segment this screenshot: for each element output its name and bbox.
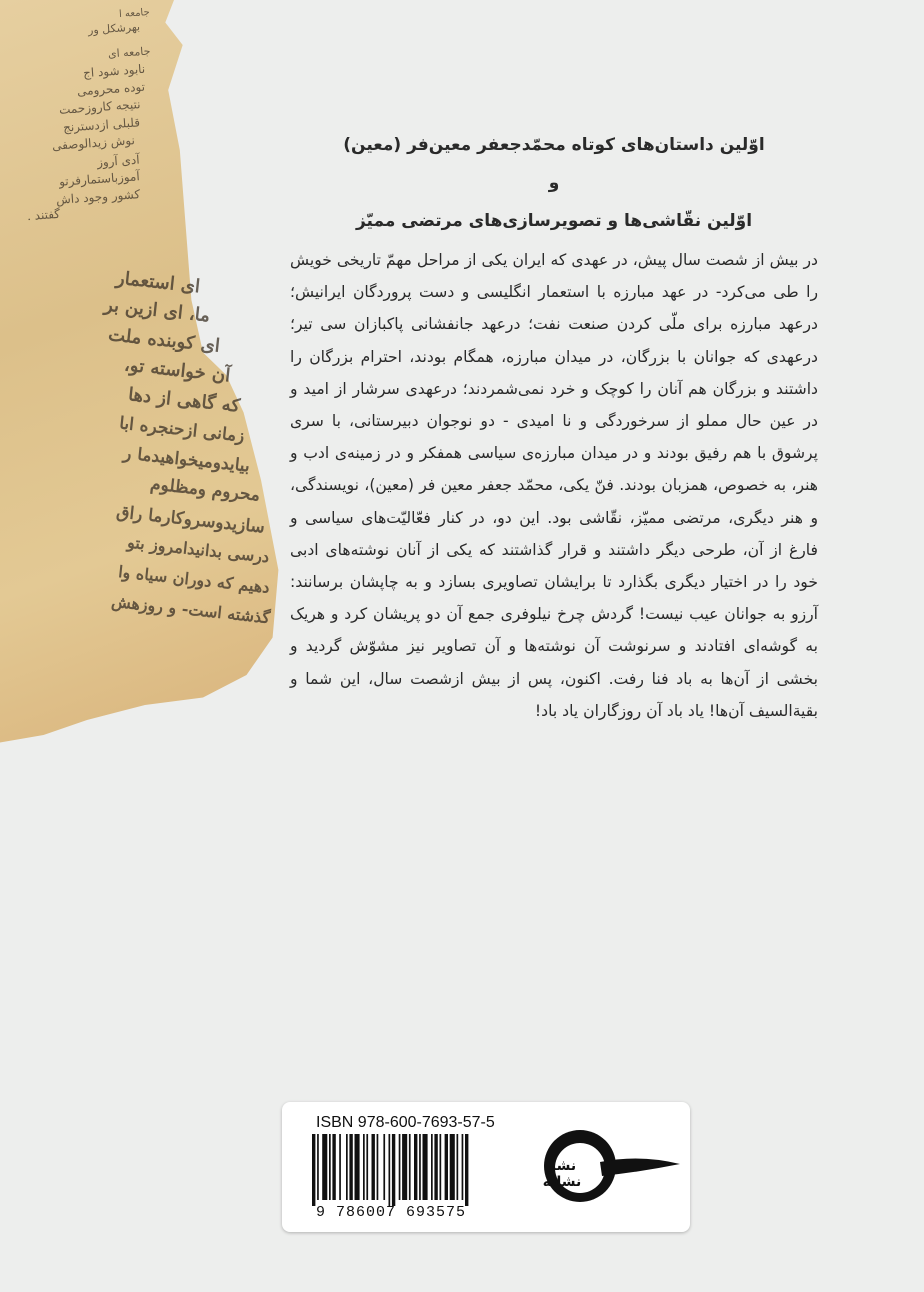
clipping-line: آن خواسته تو، — [122, 354, 231, 387]
clipping-line: نتیجه کاروزحمت — [58, 97, 141, 117]
clipping-line: دهیم که دوران سیاه وا — [117, 562, 271, 597]
clipping-line: ما، ای ازین بر — [103, 294, 211, 327]
back-cover-text — [290, 130, 818, 743]
title-conjunction: و — [548, 173, 560, 193]
barcode-bar — [377, 1134, 379, 1200]
clipping-line: کشور وجود داش — [55, 187, 141, 207]
barcode-bar — [431, 1134, 433, 1200]
barcode-bar — [419, 1134, 421, 1200]
clipping-line: قلبلی ازدسترنج — [62, 115, 141, 135]
clipping-line: آدی آروز — [96, 152, 141, 170]
publisher-line-1: نشر — [547, 1158, 577, 1174]
barcode-bar — [445, 1134, 448, 1200]
barcode-image — [308, 1134, 528, 1206]
clipping-line: گذشته است- و روزهش — [109, 591, 271, 628]
clipping-line: جامعه ای — [107, 44, 151, 61]
barcode-bar — [339, 1134, 341, 1200]
clipping-line: محروم ومظلوم — [148, 474, 261, 506]
barcode-panel — [282, 1102, 690, 1232]
barcode-bar — [329, 1134, 331, 1200]
barcode-bar — [423, 1134, 428, 1200]
barcode-bar — [450, 1134, 455, 1200]
barcode-bar — [399, 1134, 401, 1200]
old-newspaper-clipping — [0, 0, 290, 750]
clipping-line: نوش زیدالوصفی — [51, 133, 136, 153]
barcode-bar — [414, 1134, 417, 1200]
barcode-bar — [317, 1134, 319, 1200]
clipping-line: که گاهی از دها — [126, 384, 241, 417]
clipping-line: بهرشکل ور — [87, 20, 141, 37]
clipping-line: بیایدومیخواهیدما ر — [122, 443, 251, 477]
isbn-label: ISBN 978-600-7693-57-5 — [316, 1114, 495, 1131]
clipping-line: نابود شود اج — [82, 61, 146, 81]
barcode-bar — [402, 1134, 407, 1200]
clipping-line: توده محرومی — [76, 79, 146, 99]
barcode-bar — [392, 1134, 395, 1206]
barcode-bar — [440, 1134, 442, 1200]
barcode-bar — [434, 1134, 437, 1200]
publisher-name — [540, 1158, 584, 1190]
clipping-line: ای استعمار — [114, 267, 201, 298]
title-first: اوّلین داستان‌های کوتاه محمّدجعفر معین‌فر (معین) — [343, 135, 765, 155]
barcode-bar — [457, 1134, 459, 1200]
barcode-bar — [355, 1134, 360, 1200]
title-second: اوّلین نقّاشی‌ها و تصویرسازی‌های مرتضی ممیّز — [355, 211, 753, 231]
barcode-bar — [363, 1134, 365, 1200]
clipping-line: درسی بدانیدامروز بتو — [126, 532, 271, 567]
barcode-bar — [462, 1134, 464, 1200]
barcode-bar — [346, 1134, 348, 1200]
barcode-bar — [372, 1134, 375, 1200]
barcode-bar — [332, 1134, 335, 1200]
barcode-bar — [389, 1134, 391, 1206]
barcode-bar — [383, 1134, 385, 1200]
barcode-bar — [465, 1134, 468, 1206]
barcode-bar — [349, 1134, 352, 1200]
clipping-line: ای کوبنده ملت — [107, 324, 221, 357]
clipping-line: سازیدوسروکارما راق — [115, 502, 266, 538]
clipping-line: جامعه ا — [118, 6, 151, 21]
clipping-line: زمانی ازحنجره ابا — [118, 413, 246, 447]
barcode-bar — [409, 1134, 411, 1200]
clipping-line: آموزباستمارفرتو — [58, 169, 141, 189]
barcode-bar — [322, 1134, 327, 1200]
description-paragraph: در بیش از شصت سال پیش، در عهدی که ایران یکی از مراحل مهمّ تاریخی خویش را طی می‌کرد- در عهد مبارزه با استعمار انگلیسی و دست پروردگان ایرانیش؛ درعهد مبارزه برای ملّی کردن صنعت نفت؛ درعهد جانفشانی پاکبازان سی تیر؛ درعهدی که جوانان با بزرگان، در میدان مبارزه، همگام بودند، احترام بزرگان را داشتند و بزرگان هم آنان را کوچک و خرد نمی‌شمردند؛ درعهدی سرشار از امید و در عین حال مملو از سرخوردگی و نا امیدی - دو نوجوان دبیرستانی، با سری پرشوق با هم رفیق بودند و در میدان مبارزه‌ی سیاسی همفکر و در زمینه‌ی ادب و هنر، به خصوص، همزبان بودند. فنّ یکی، محمّد جعفر معین فر (معین)، نویسندگی، و هنر دیگری، مرتضی ممیّز، نقّاشی بود. این دو، در کنار فعّالیّت‌های سیاسی و فارغ از آن، طرحی دیگر داشتند و قرار گذاشتند که یکی از آنان نوشته‌های ادبی خود را در اختیار دیگری بگذارد تا برایشان تصاویری بسازد و به چاپشان برسانند: آرزو به جوانان عیب نیست! گردش چرخ نیلوفری جمع آن دو پریشان کرد و هریک به گوشه‌ای افتادند و سرنوشت آن نوشته‌ها و آن تصاویر نیز مشوّش گردید و بخشی از آن‌ها به باد فنا رفت. اکنون، پس از بیش ازشصت سال، این شما و بقیةالسیف آن‌ها! یاد باد آن روزگاران یاد باد! — [290, 251, 818, 720]
publisher-line-2: نشانه — [542, 1174, 582, 1190]
barcode-bar — [312, 1134, 315, 1206]
clipping-line: گفتند . — [26, 206, 61, 224]
barcode-bar — [366, 1134, 368, 1200]
barcode-digits: 9 786007 693575 — [316, 1204, 467, 1221]
